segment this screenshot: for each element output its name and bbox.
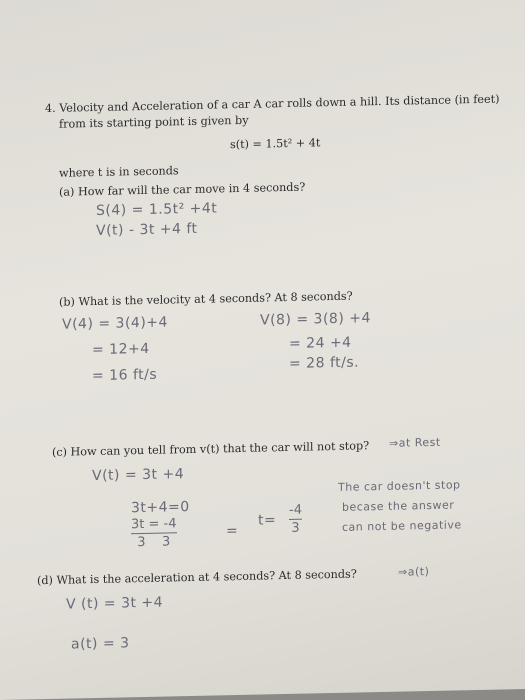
part-b-right-1: V(8) = 3(8) +4: [260, 310, 371, 329]
fraction-bar: [289, 519, 302, 520]
part-c-frac-left-num: 3t = -4: [131, 516, 177, 533]
part-d-work-2: a(t) = 3: [71, 635, 130, 653]
part-c-frac-right-den: 3: [291, 520, 300, 536]
problem-equation: s(t) = 1.5t² + 4t: [230, 136, 321, 152]
part-d-margin-note: ⇒a(t): [398, 565, 430, 579]
problem-title: 4. Velocity and Acceleration of a car A car rolls down a hill. Its distance (in feet): [45, 92, 500, 116]
part-c-explanation-3: can not be negative: [342, 518, 462, 534]
part-b-right-2: = 24 +4: [289, 334, 352, 352]
part-c-margin-note: ⇒at Rest: [389, 435, 441, 450]
problem-line2: from its starting point is given by: [59, 113, 249, 131]
part-c-work-2: 3t+4=0: [131, 499, 190, 517]
part-c-frac-left-den: 3 3: [137, 534, 171, 551]
part-a-work-2: V(t) - 3t +4 ft: [96, 220, 198, 239]
part-b-left-3: = 16 ft/s: [92, 366, 158, 385]
part-c-work-1: V(t) = 3t +4: [92, 466, 185, 485]
part-c-explanation-2: becase the answer: [342, 498, 455, 514]
part-b-left-1: V(4) = 3(4)+4: [62, 314, 168, 333]
part-b-left-2: = 12+4: [92, 340, 150, 359]
part-c-frac-right-num: -4: [289, 502, 302, 518]
problem-where: where t is in seconds: [59, 164, 179, 180]
part-b-question: (b) What is the velocity at 4 seconds? At 8 seconds?: [59, 289, 353, 309]
part-a-question: (a) How far will the car move in 4 seconds?: [59, 180, 306, 199]
part-c-explanation-1: The car doesn't stop: [338, 478, 461, 494]
part-c-equals: =: [226, 523, 239, 540]
part-c-t-eq: t=: [258, 512, 277, 529]
part-d-margin-text: a(t): [407, 565, 430, 579]
part-a-work-1: S(4) = 1.5t² +4t: [96, 200, 218, 219]
part-c-question: (c) How can you tell from v(t) that the car will not stop?: [52, 439, 370, 459]
part-c-fraction-left: [131, 516, 177, 550]
part-c-margin-text: at Rest: [398, 435, 441, 450]
part-d-work-1: V (t) = 3t +4: [66, 594, 164, 613]
part-d-question: (d) What is the acceleration at 4 seconds? At 8 seconds?: [37, 567, 357, 588]
part-b-right-3: = 28 ft/s.: [289, 354, 360, 372]
part-c-fraction-right: [289, 503, 302, 536]
